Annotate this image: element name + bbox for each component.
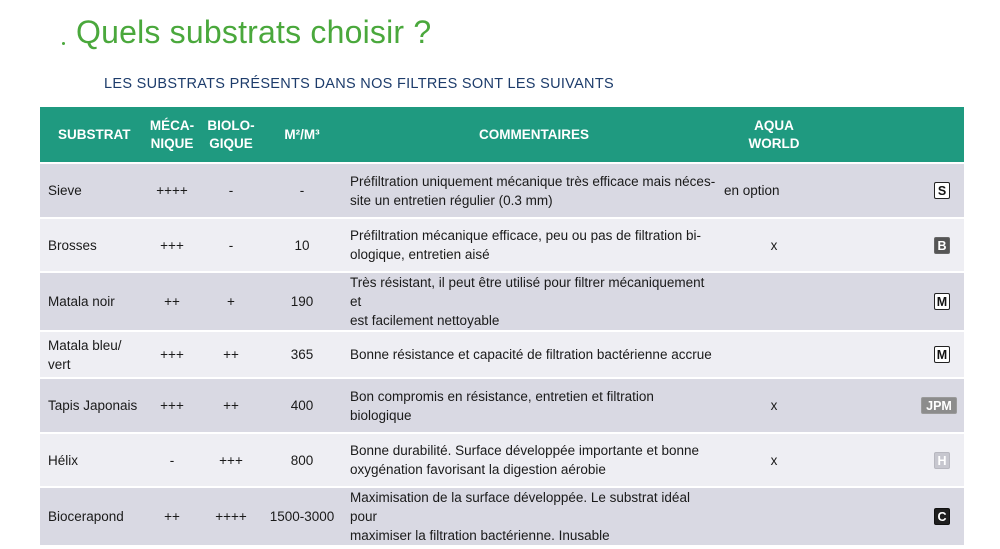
comment-line2: site un entretien régulier (0.3 mm) (350, 192, 553, 208)
cell-badge (824, 487, 964, 545)
page-subtitle: LES SUBSTRATS PRÉSENTS DANS NOS FILTRES SONT LES SUIVANTS (104, 76, 614, 92)
header-biologique (202, 107, 260, 163)
header-substrat: SUBSTRAT (58, 126, 131, 142)
cell-biologique: ++++ (215, 509, 247, 524)
table-row (40, 272, 964, 331)
substrate-badge-icon: H (934, 452, 950, 469)
cell-commentaire (344, 218, 724, 272)
substrate-badge-icon: M (934, 293, 950, 310)
cell-biologique: ++ (223, 347, 239, 362)
table-row (40, 331, 964, 378)
cell-commentaire: Bon compromis en résistance, entretien et filtration biologique (350, 388, 654, 423)
cell-m2m3: - (299, 183, 305, 198)
cell-biologique: + (227, 294, 235, 309)
header-commentaires: COMMENTAIRES (479, 126, 589, 142)
substrat-line1: Matala bleu/ (48, 337, 122, 353)
cell-substrat: Biocerapond (48, 509, 124, 524)
cell-biologique: - (228, 183, 234, 198)
cell-badge (824, 331, 964, 378)
cell-biologique: - (228, 237, 234, 253)
cell-substrat: Brosses (48, 237, 97, 253)
header-badge (824, 107, 964, 163)
cell-aqua-world: en option (724, 183, 780, 198)
table-row (40, 433, 964, 487)
header-aqua-line1: AQUA (754, 117, 794, 133)
cell-badge (824, 163, 964, 218)
cell-mecanique: +++ (160, 237, 184, 253)
comment-line1: Préfiltration uniquement mécanique très efficace mais néces- (350, 173, 716, 189)
cell-aqua-world: x (770, 452, 778, 468)
table-row (40, 218, 964, 272)
header-biologique-line2: GIQUE (209, 135, 253, 151)
substrate-badge-icon: M (934, 346, 950, 363)
header-biologique-line1: BIOLO- (207, 117, 255, 133)
substrate-badge-icon: B (934, 237, 950, 254)
substrate-badge-icon: S (934, 182, 950, 199)
cell-badge (824, 218, 964, 272)
cell-commentaire (344, 163, 724, 218)
cell-aqua-world: x (770, 237, 778, 253)
header-aqua-line2: WORLD (748, 135, 800, 151)
cell-substrat (40, 331, 142, 378)
comment-line2: est facilement nettoyable (350, 313, 500, 328)
cell-commentaire: Bonne résistance et capacité de filtration bactérienne accrue (350, 347, 712, 362)
cell-aqua-world (724, 272, 824, 331)
substrates-table (40, 107, 964, 545)
header-aqua-world (724, 107, 824, 163)
cell-badge (824, 378, 964, 433)
cell-mecanique: +++ (160, 398, 184, 413)
cell-mecanique: ++++ (156, 183, 188, 198)
substrat-line2: vert (48, 356, 71, 372)
cell-m2m3: 10 (294, 237, 310, 253)
cell-substrat: Sieve (48, 183, 82, 198)
table-row (40, 378, 964, 433)
cell-aqua-world: x (770, 398, 778, 413)
page-title: Quels substrats choisir ? (76, 14, 432, 50)
cell-biologique: +++ (219, 452, 243, 468)
comment-line2: ologique, entretien aisé (350, 247, 490, 262)
cell-aqua-world (724, 331, 824, 378)
table-header-row (40, 107, 964, 163)
cell-badge (824, 272, 964, 331)
cell-commentaire (344, 272, 724, 331)
cell-m2m3: 800 (290, 452, 314, 468)
comment-line1: Très résistant, il peut être utilisé pour filtrer mécaniquement et (350, 275, 705, 309)
comment-line2: oxygénation favorisant la digestion aérobie (350, 462, 606, 477)
cell-substrat: Matala noir (48, 294, 115, 309)
title-bullet (62, 42, 65, 45)
substrate-badge-icon: JPM (921, 397, 957, 414)
header-mecanique-line2: NIQUE (150, 135, 194, 151)
header-mecanique-line1: MÉCA- (149, 117, 195, 133)
cell-substrat: Tapis Japonais (48, 398, 138, 413)
substrate-badge-icon: C (934, 508, 950, 525)
cell-commentaire (344, 487, 724, 545)
cell-m2m3: 1500-3000 (269, 509, 335, 524)
cell-m2m3: 365 (290, 347, 314, 362)
cell-mecanique: ++ (164, 294, 180, 309)
cell-substrat: Hélix (48, 452, 79, 468)
header-mecanique (142, 107, 202, 163)
header-m2m3: M²/M³ (284, 126, 320, 142)
cell-aqua-world (724, 487, 824, 545)
cell-commentaire (344, 433, 724, 487)
cell-mecanique: ++ (164, 509, 180, 524)
cell-m2m3: 400 (290, 398, 314, 413)
cell-biologique: ++ (223, 398, 239, 413)
cell-mecanique: +++ (160, 347, 184, 362)
cell-mecanique: - (169, 452, 175, 468)
table-row (40, 487, 964, 545)
comment-line1: Maximisation de la surface développée. Le substrat idéal pour (350, 490, 690, 524)
cell-m2m3: 190 (290, 294, 314, 309)
comment-line1: Bonne durabilité. Surface développée importante et bonne (350, 443, 699, 458)
comment-line1: Préfiltration mécanique efficace, peu ou pas de filtration bi- (350, 228, 701, 243)
cell-badge (824, 433, 964, 487)
table-row (40, 163, 964, 218)
comment-line2: maximiser la filtration bactérienne. Inusable (350, 528, 610, 543)
